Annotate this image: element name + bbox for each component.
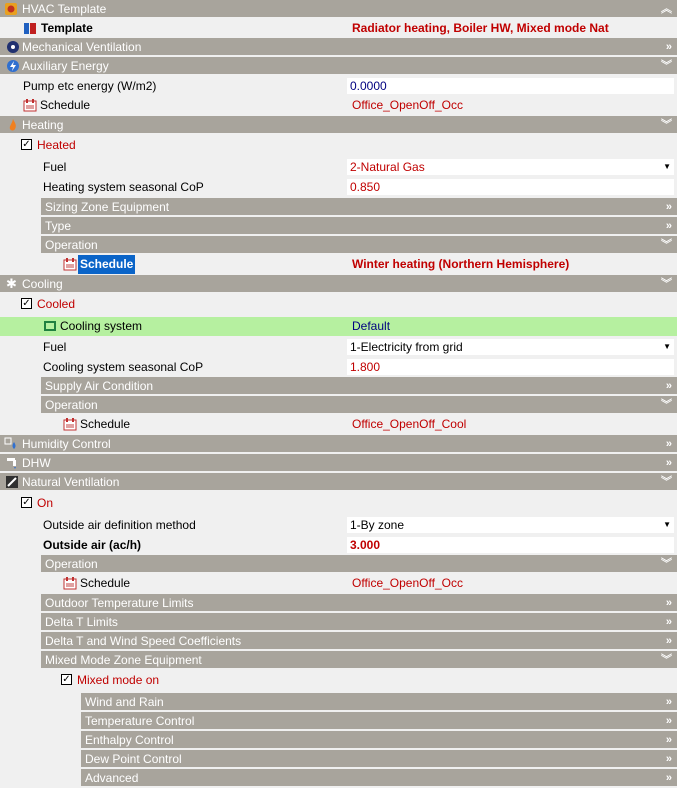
chevron-up-icon[interactable]: ︽ [661,3,672,15]
mechanical-ventilation-title: Mechanical Ventilation [22,40,142,54]
heated-label: Heated [37,138,76,152]
natvent-on-checkbox[interactable]: ✓ [22,497,31,508]
heating-schedule-label: Schedule [78,255,135,274]
mixed-mode-zone-equipment-header[interactable] [41,651,677,669]
mixed-mode-on-row [0,671,677,690]
natvent-schedule-label: Schedule [80,576,131,590]
cooling-cop-row [0,358,677,377]
pump-energy-input[interactable]: 0.0000 [347,78,674,94]
chevron-right-icon[interactable]: » [665,220,672,232]
dhw-header[interactable] [0,454,677,472]
chevron-down-icon[interactable]: ︾ [661,278,672,290]
cooling-fuel-select[interactable] [347,339,674,355]
energy-icon [6,59,20,73]
pump-energy-row [0,77,677,96]
chevron-right-icon[interactable]: » [665,201,672,213]
oa-method-label: Outside air definition method [43,518,196,532]
outside-air-label: Outside air (ac/h) [43,538,142,552]
temperature-control-title: Temperature Control [85,714,195,728]
chevron-down-icon[interactable]: ︾ [661,119,672,131]
humidity-control-header[interactable] [0,435,677,453]
cooling-header[interactable] [0,275,677,293]
cooled-checkbox[interactable]: ✓ [22,298,31,309]
snowflake-icon: ✱ [6,276,17,291]
hvac-template-icon [4,2,18,16]
wind-and-rain-header[interactable] [81,693,677,711]
cooling-operation-header[interactable] [41,396,677,414]
heating-fuel-label: Fuel [43,160,67,174]
cooling-system-value[interactable]: Default [352,319,391,333]
heating-operation-header[interactable] [41,236,677,254]
humidity-icon [4,437,18,451]
hvac-template-title: HVAC Template [22,2,107,16]
enthalpy-control-header[interactable] [81,731,677,749]
heating-fuel-value: 2-Natural Gas [350,160,425,174]
cooled-row [0,295,677,314]
mechanical-ventilation-header[interactable] [0,38,677,56]
dew-point-control-title: Dew Point Control [85,752,182,766]
oa-method-value: 1-By zone [350,518,405,532]
chevron-right-icon[interactable]: » [665,41,672,53]
chevron-right-icon[interactable]: » [665,734,672,746]
chevron-right-icon[interactable]: » [665,457,672,469]
cooling-schedule-row [0,415,677,434]
schedule-icon [63,257,77,271]
chevron-right-icon[interactable]: » [665,616,672,628]
outside-air-input[interactable]: 3.000 [347,537,674,553]
chevron-right-icon[interactable]: » [665,635,672,647]
heating-title: Heating [22,118,64,132]
heating-fuel-row [0,158,677,177]
flame-icon [6,118,20,132]
natvent-operation-title: Operation [45,557,98,571]
chevron-right-icon[interactable]: » [665,438,672,450]
dropdown-arrow-icon[interactable]: ▼ [663,342,671,351]
heating-fuel-select[interactable] [347,159,674,175]
cooling-title: Cooling [22,277,63,291]
heating-schedule-row [0,255,677,274]
dew-point-control-header[interactable] [81,750,677,768]
cooling-cop-label: Cooling system seasonal CoP [43,360,204,374]
chevron-down-icon[interactable]: ︾ [661,239,672,251]
heating-schedule-value[interactable]: Winter heating (Northern Hemisphere) [352,257,570,271]
type-title: Type [45,219,72,233]
enthalpy-control-title: Enthalpy Control [85,733,174,747]
fan-icon [6,40,20,54]
delta-t-wind-title: Delta T and Wind Speed Coefficients [45,634,242,648]
cooling-operation-title: Operation [45,398,98,412]
cooled-label: Cooled [37,297,76,311]
supply-air-condition-header[interactable] [41,377,677,395]
natural-ventilation-title: Natural Ventilation [22,475,120,489]
dhw-title: DHW [22,456,51,470]
heating-header[interactable] [0,116,677,134]
supply-air-condition-title: Supply Air Condition [45,379,154,393]
chevron-right-icon[interactable]: » [665,380,672,392]
delta-t-limits-header[interactable] [41,613,677,631]
chevron-right-icon[interactable]: » [665,696,672,708]
sizing-zone-equipment-title: Sizing Zone Equipment [45,200,170,214]
humidity-control-title: Humidity Control [22,437,111,451]
template-row[interactable] [0,19,677,38]
wind-and-rain-title: Wind and Rain [85,695,164,709]
cooling-system-row[interactable] [0,317,677,336]
dropdown-arrow-icon[interactable]: ▼ [663,520,671,529]
schedule-icon [63,576,77,590]
mixed-mode-on-label: Mixed mode on [77,673,160,687]
heating-operation-title: Operation [45,238,98,252]
oa-method-select[interactable] [347,517,674,533]
pump-energy-label: Pump etc energy (W/m2) [23,79,157,93]
cooling-system-icon [43,319,57,333]
oa-method-row [0,516,677,535]
template-icon [23,21,37,35]
tap-icon [5,456,19,470]
sizing-zone-equipment-header[interactable] [41,198,677,216]
chevron-down-icon[interactable]: ︾ [661,476,672,488]
template-label: Template [41,21,93,35]
dropdown-arrow-icon[interactable]: ▼ [663,162,671,171]
cooling-fuel-label: Fuel [43,340,67,354]
chevron-right-icon[interactable]: » [665,772,672,784]
mixed-mode-on-checkbox[interactable]: ✓ [62,674,71,685]
schedule-icon [23,98,37,112]
advanced-title: Advanced [85,771,139,785]
outside-air-row [0,536,677,555]
outdoor-temperature-limits-header[interactable] [41,594,677,612]
chevron-down-icon[interactable]: ︾ [661,558,672,570]
outdoor-temperature-limits-title: Outdoor Temperature Limits [45,596,194,610]
hvac-template-header[interactable] [0,0,677,18]
heating-cop-label: Heating system seasonal CoP [43,180,204,194]
delta-t-wind-header[interactable] [41,632,677,650]
chevron-right-icon[interactable]: » [665,715,672,727]
window-icon [5,475,19,489]
chevron-right-icon[interactable]: » [665,753,672,765]
chevron-down-icon[interactable]: ︾ [661,60,672,72]
aux-schedule-label: Schedule [40,98,91,112]
natvent-schedule-row [0,574,677,593]
auxiliary-energy-title: Auxiliary Energy [22,59,109,73]
cooling-schedule-value[interactable]: Office_OpenOff_Cool [352,417,467,431]
mixed-mode-zone-equipment-title: Mixed Mode Zone Equipment [45,653,202,667]
template-value[interactable]: Radiator heating, Boiler HW, Mixed mode Nat [352,21,609,35]
delta-t-limits-title: Delta T Limits [45,615,118,629]
cooling-cop-input[interactable]: 1.800 [347,359,674,375]
cooling-fuel-row [0,338,677,357]
heating-cop-row [0,178,677,197]
cooling-system-label: Cooling system [60,319,143,333]
natvent-schedule-value[interactable]: Office_OpenOff_Occ [352,576,463,590]
natural-ventilation-header[interactable] [0,473,677,491]
advanced-header[interactable] [81,769,677,787]
schedule-icon [63,417,77,431]
cooling-schedule-label: Schedule [80,417,131,431]
chevron-down-icon[interactable]: ︾ [661,399,672,411]
natvent-on-label: On [37,496,54,510]
type-header[interactable] [41,217,677,235]
chevron-right-icon[interactable]: » [665,597,672,609]
chevron-down-icon[interactable]: ︾ [661,654,672,666]
auxiliary-energy-header[interactable] [0,57,677,75]
temperature-control-header[interactable] [81,712,677,730]
natvent-operation-header[interactable] [41,555,677,573]
natvent-on-row [0,494,677,513]
heated-checkbox[interactable]: ✓ [22,139,31,150]
heated-row [0,136,677,155]
aux-schedule-row [0,96,677,115]
heating-cop-input[interactable]: 0.850 [347,179,674,195]
cooling-fuel-value: 1-Electricity from grid [350,340,463,354]
aux-schedule-value[interactable]: Office_OpenOff_Occ [352,98,463,112]
